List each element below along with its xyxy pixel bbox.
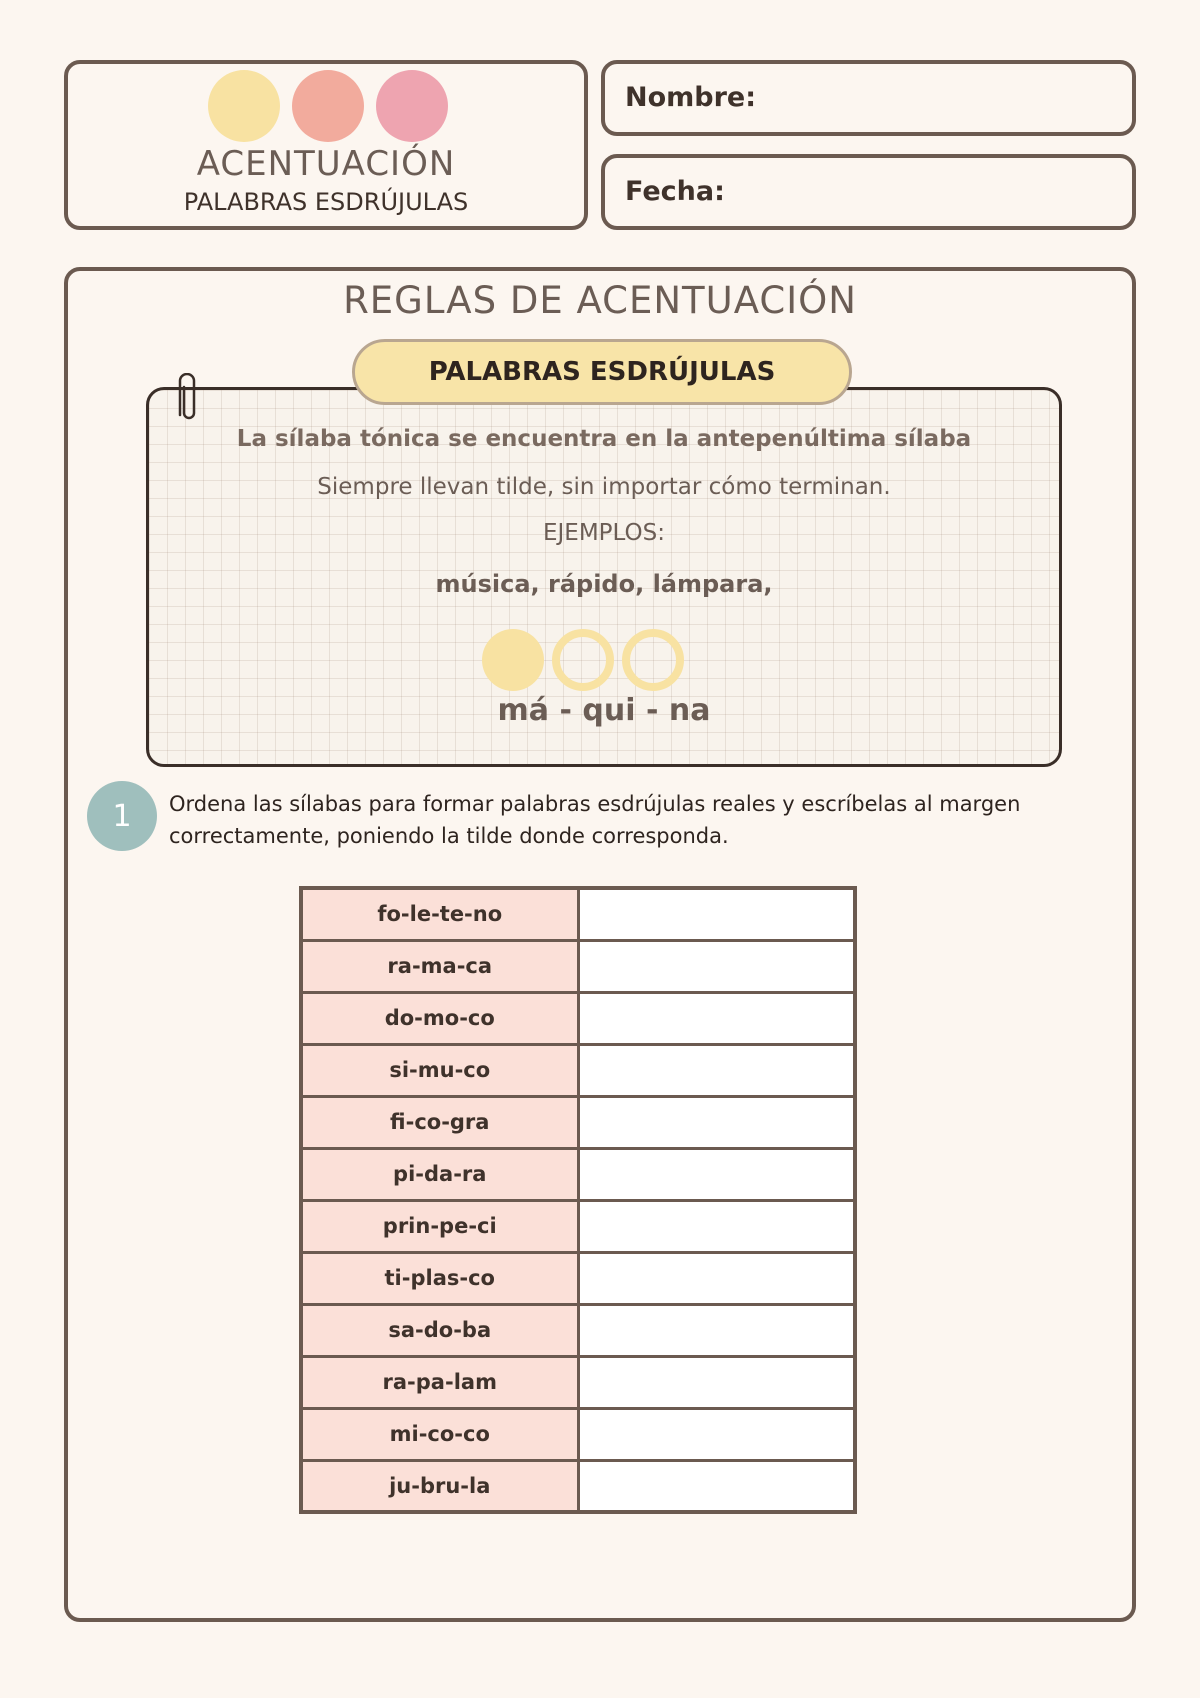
syllable-cell: sa-do-ba [301, 1304, 578, 1356]
syllable-cell: pi-da-ra [301, 1148, 578, 1200]
syllable-cell: fo-le-te-no [301, 888, 578, 940]
table-row [301, 1096, 855, 1148]
table-row [301, 888, 855, 940]
table-row [301, 1148, 855, 1200]
worksheet-subtitle: PALABRAS ESDRÚJULAS [183, 188, 469, 216]
table-row [301, 1252, 855, 1304]
title-panel [64, 60, 588, 230]
syllable-cell: prin-pe-ci [301, 1200, 578, 1252]
answer-cell[interactable] [578, 1200, 855, 1252]
table-row [301, 1460, 855, 1512]
table-row [301, 1044, 855, 1096]
yellow-dot-icon [208, 70, 280, 142]
answer-cell[interactable] [578, 1044, 855, 1096]
answer-cell[interactable] [578, 888, 855, 940]
examples-text: música, rápido, lámpara, [435, 570, 773, 598]
table-row [301, 1356, 855, 1408]
table-row [301, 1200, 855, 1252]
rule-main-text: La sílaba tónica se encuentra en la antepenúltima sílaba [236, 426, 972, 452]
name-label: Nombre: [625, 82, 757, 113]
name-field[interactable] [601, 60, 1136, 136]
answer-cell[interactable] [578, 1356, 855, 1408]
decorative-dots [208, 70, 448, 142]
table-row [301, 1304, 855, 1356]
syllable-table [299, 886, 857, 1514]
pink-dot-icon [376, 70, 448, 142]
syllable-cell: ra-ma-ca [301, 940, 578, 992]
table-row [301, 1408, 855, 1460]
date-label: Fecha: [625, 176, 725, 207]
syllable-cell: ju-bru-la [301, 1460, 578, 1512]
exercise-number-badge: 1 [87, 781, 157, 851]
answer-cell[interactable] [578, 992, 855, 1044]
answer-cell[interactable] [578, 1252, 855, 1304]
syllable-ring-icon [622, 629, 684, 691]
answer-cell[interactable] [578, 1096, 855, 1148]
stressed-syllable-dot-icon [482, 629, 544, 691]
main-panel [64, 267, 1136, 1622]
rules-title: REGLAS DE ACENTUACIÓN [343, 279, 857, 322]
table-row [301, 992, 855, 1044]
syllable-cell: ti-plas-co [301, 1252, 578, 1304]
syllable-cell: do-mo-co [301, 992, 578, 1044]
examples-label: EJEMPLOS: [542, 520, 665, 546]
syllable-cell: fi-co-gra [301, 1096, 578, 1148]
exercise-instructions: Ordena las sílabas para formar palabras esdrújulas reales y escríbelas al margen correctamente, poniendo la tilde donde corresponda. [169, 792, 1021, 848]
worksheet-title: ACENTUACIÓN [196, 144, 456, 184]
card-title-pill: PALABRAS ESDRÚJULAS [352, 339, 852, 405]
date-field[interactable] [601, 154, 1136, 230]
syllable-cell: si-mu-co [301, 1044, 578, 1096]
syllable-example: má - qui - na [497, 693, 711, 728]
answer-cell[interactable] [578, 940, 855, 992]
paperclip-icon [178, 373, 200, 425]
syllable-cell: mi-co-co [301, 1408, 578, 1460]
syllable-ring-icon [552, 629, 614, 691]
rule-tilde-text: Siempre llevan tilde, sin importar cómo terminan. [317, 474, 891, 500]
answer-cell[interactable] [578, 1148, 855, 1200]
rule-card [146, 387, 1062, 767]
salmon-dot-icon [292, 70, 364, 142]
syllable-dots [482, 629, 692, 697]
answer-cell[interactable] [578, 1460, 855, 1512]
answer-cell[interactable] [578, 1408, 855, 1460]
table-row [301, 940, 855, 992]
syllable-cell: ra-pa-lam [301, 1356, 578, 1408]
answer-cell[interactable] [578, 1304, 855, 1356]
